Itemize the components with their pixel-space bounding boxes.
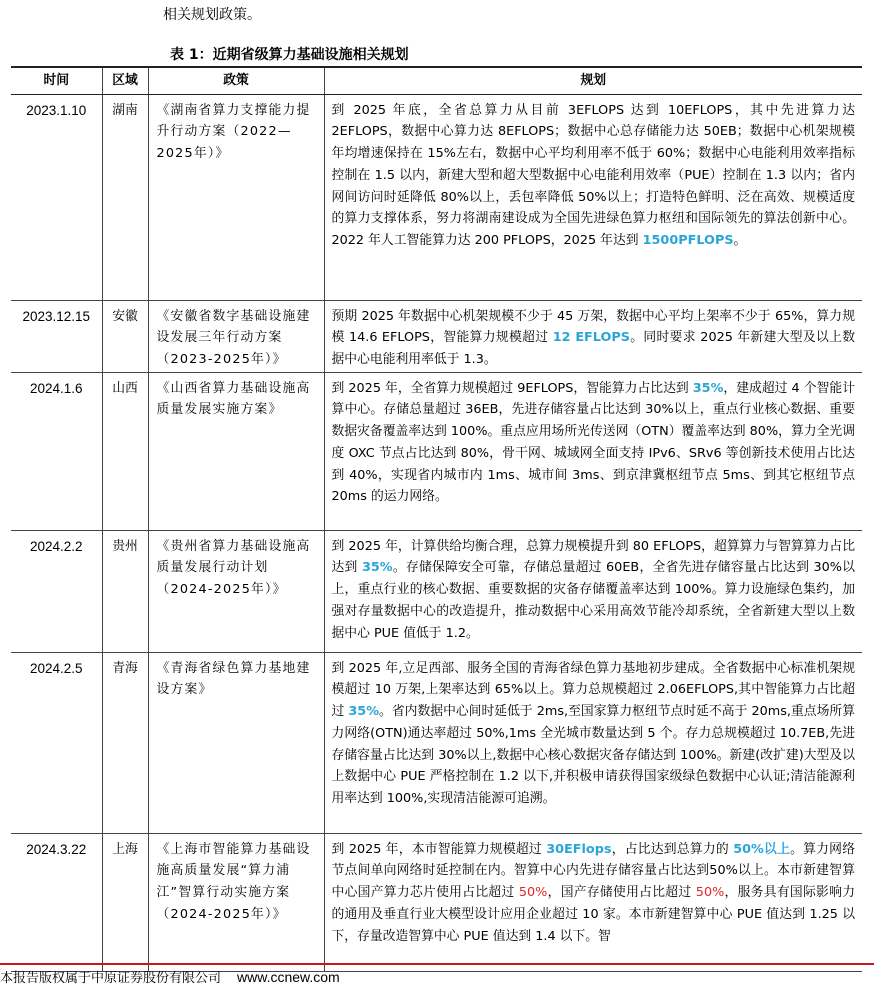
row-region: 安徽	[102, 300, 148, 372]
plan-text-segment: ，占比达到总算力的	[611, 841, 734, 857]
plan-highlight: 50%以上	[733, 841, 791, 857]
row-plan	[324, 833, 862, 971]
table-row	[11, 833, 862, 971]
footer-rule	[0, 963, 874, 965]
row-policy: 《上海市智能算力基础设施高质量发展“算力浦江”智算行动实施方案（2024-2025年）》	[148, 833, 324, 971]
plan-highlight: 30EFlops	[546, 841, 612, 857]
table-row	[11, 652, 862, 833]
row-region: 湖南	[102, 94, 148, 300]
row-time: 2024.1.6	[11, 372, 102, 530]
row-policy: 《青海省绿色算力基地建设方案》	[148, 652, 324, 833]
plan-highlight: 35%	[348, 704, 380, 720]
footer-copyright: 本报告版权属于中原证券股份有限公司	[0, 971, 222, 986]
row-plan	[324, 300, 862, 372]
plan-text-segment: 到 2025 年，本市智能算力规模超过	[331, 841, 547, 857]
row-region: 贵州	[102, 530, 148, 652]
table-row	[11, 300, 862, 372]
row-plan	[324, 94, 862, 300]
row-policy: 《安徽省数字基础设施建设发展三年行动方案（2023-2025年）》	[148, 300, 324, 372]
plan-text-segment: 预期 2025 年数据中心机架规模不少于 45 万架，数据中心平均上架率不少于 65%，算力规模 14.6 EFLOPS，智能算力规模超过	[331, 308, 855, 346]
plan-text-segment: 。省内数据中心间时延低于 2ms,至国家算力枢纽节点时延不高于 20ms,重点场所算力网络(OTN)通达率超过 50%,1ms 全光城市数量达到 5 个。存力总规模超过 10.7EB,先进存储容量占比达到 30%以上,数据中心核心数据灾备存储达到 100%。新建(改扩建)大型及以上数据中心 PUE 严格控制在 1.2 以下,并积极申请获得国家级绿色数据中心认证;清洁能源利用率达到 100%,实现清洁能源可追溯。	[331, 704, 855, 807]
row-region: 上海	[102, 833, 148, 971]
planning-table	[11, 66, 862, 972]
plan-text-segment: ，服务具有国际影响力的通用及垂直行业大模型设计应用企业超过 10 家。本市新建智算中心 PUE 值达到 1.25 以下，存量改造智算中心 PUE 值达到 1.4 以下。智	[331, 885, 855, 944]
row-policy: 《湖南省算力支撑能力提升行动方案（2022—2025年）》	[148, 94, 324, 300]
plan-text-segment: 。同时要求 2025 年新建大型及以上数据中心电能利用率低于 1.3。	[331, 330, 856, 368]
row-time: 2024.2.5	[11, 652, 102, 833]
plan-text-segment: 到 2025 年，计算供给均衡合理，总算力规模提升到 80 EFLOPS，超算算力与智算算力占比达到	[331, 538, 855, 576]
plan-highlight: 12 EFLOPS	[552, 330, 630, 346]
row-region: 青海	[102, 652, 148, 833]
plan-text-segment: 到 2025 年底，全省总算力从目前 3EFLOPS 达到 10EFLOPS，其中先进算力达 2EFLOPS，数据中心算力达 8EFLOPS；数据中心总存储能力达 50EB；数据中心机架规模年均增速保持在 15%左右，数据中心平均利用率不低于 60%；数据中心电能利用效率指标控制在 1.5 以内，新建大型和超大型数据中心电能利用效率（PUE）控制在 1.3 以内；省内网间访问时延降低 80%以上，丢包率降低 50%以上；打造特色鲜明、泛在高效、规模适度的算力支撑体系，努力将湖南建设成为全国先进绿色算力枢纽和国际领先的算法创新中心。2022 年人工智能算力达 200 PFLOPS，2025 年达到	[331, 102, 855, 249]
row-policy: 《山西省算力基础设施高质量发展实施方案》	[148, 372, 324, 530]
table-row	[11, 94, 862, 300]
plan-highlight: 35%	[692, 380, 724, 396]
header-plan: 规划	[324, 67, 862, 94]
row-region: 山西	[102, 372, 148, 530]
plan-highlight-red: 50%	[695, 885, 725, 901]
table-caption: 表 1：近期省级算力基础设施相关规划	[170, 47, 409, 63]
plan-text-segment: 到 2025 年,立足西部、服务全国的青海省绿色算力基地初步建成。全省数据中心标准机架规模超过 10 万架,上架率达到 65%以上。算力总规模超过 2.06EFLOPS,其中智能算力占比超过	[331, 660, 855, 720]
plan-text-segment: 。	[733, 233, 747, 249]
row-time: 2024.2.2	[11, 530, 102, 652]
plan-text-segment: 。算力网络节点间单向网络时延控制在内。智算中心内先进存储容量占比达到50%以上。本市新建智算中心国产算力芯片使用占比超过	[331, 841, 855, 901]
plan-text-segment: ，国产存储使用占比超过	[547, 885, 696, 901]
footer-website: www.ccnew.com	[237, 969, 340, 985]
plan-highlight: 35%	[361, 560, 393, 576]
table-row	[11, 372, 862, 530]
table-row	[11, 530, 862, 652]
header-region: 区域	[102, 67, 148, 94]
plan-highlight-red: 50%	[518, 885, 548, 901]
row-time: 2024.3.22	[11, 833, 102, 971]
header-policy: 政策	[148, 67, 324, 94]
row-plan	[324, 652, 862, 833]
row-policy: 《贵州省算力基础设施高质量发展行动计划（2024-2025年）》	[148, 530, 324, 652]
row-plan	[324, 530, 862, 652]
page-footer	[0, 967, 340, 986]
row-time: 2023.12.15	[11, 300, 102, 372]
row-plan	[324, 372, 862, 530]
plan-text-segment: 。存储保障安全可靠，存储总量超过 60EB，全省先进存储容量占比达到 30%以上，重点行业的核心数据、重要数据的灾备存储覆盖率达到 100%。算力设施绿色集约，加强对存量数据中心的改造提升，推动数据中心采用高效节能冷却系统，全省新建大型以上数据中心 PUE 值低于 1.2。	[331, 560, 855, 641]
plan-text-segment: ，建成超过 4 个智能计算中心。存储总量超过 36EB，先进存储容量占比达到 30%以上，重点行业核心数据、重要数据灾备覆盖率达到 100%。重点应用场所光传送网（OTN）覆盖率达到 80%，算力全光调度 OXC 节点占比达到 80%，骨干网、城域网全面支持 IPv6、SRv6 等创新技术使用占比达到 40%，实现省内城市内 1ms、城市间 3ms、到京津冀枢纽节点 5ms、到其它枢纽节点 20ms 的运力网络。	[331, 380, 855, 505]
table-header-row	[11, 67, 862, 94]
plan-highlight: 1500PFLOPS	[642, 233, 734, 249]
plan-text-segment: 到 2025 年，全省算力规模超过 9EFLOPS，智能算力占比达到	[331, 380, 693, 396]
header-time: 时间	[11, 67, 102, 94]
row-time: 2023.1.10	[11, 94, 102, 300]
intro-text: 相关规划政策。	[163, 7, 261, 23]
